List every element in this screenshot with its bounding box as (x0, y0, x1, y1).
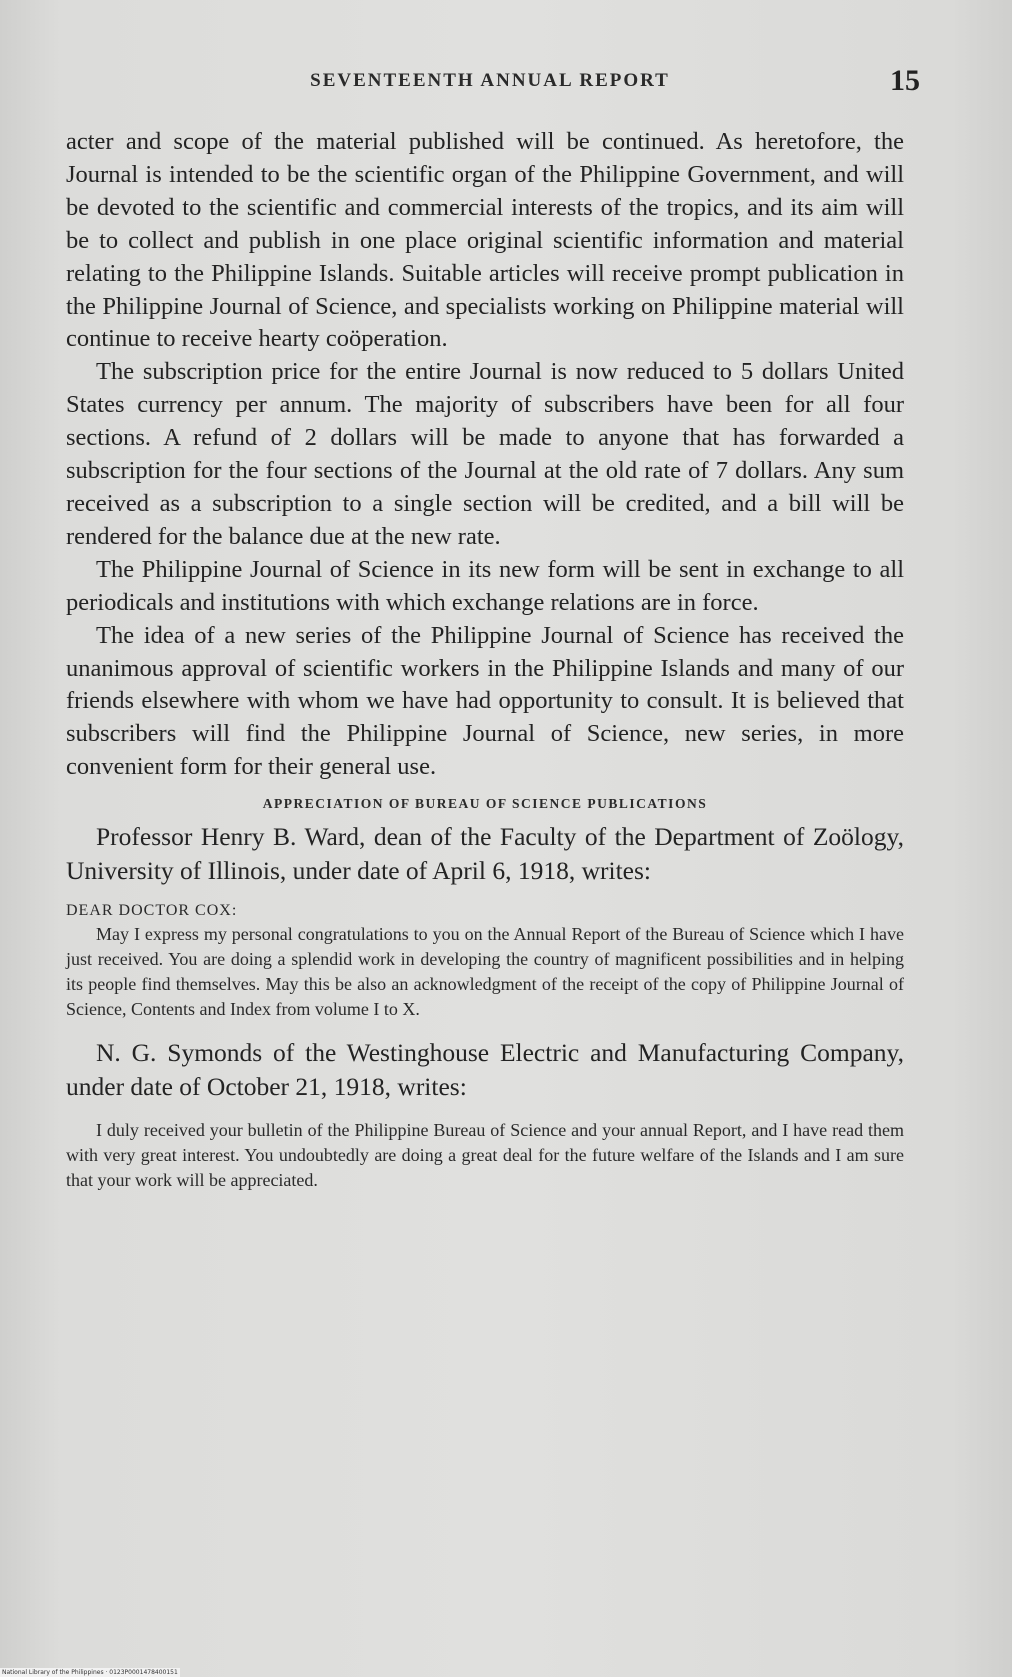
ward-intro: Professor Henry B. Ward, dean of the Faculty of the Department of Zoölogy, University of Illinois, under date of April 6, 1918, writes: (66, 822, 904, 886)
paragraph-new-series: The idea of a new series of the Philippine Journal of Science has received the unanimous approval of scientific workers in the Philippine Islands and many of our friends elsewhere with whom we have had opportunity to consult. It is believed that subscribers will find the Philippine Journal of Science, new series, in more convenient form for their general use. (66, 621, 904, 781)
symonds-letter: I duly received your bulletin of the Philippine Bureau of Science and your annual Report, and I have read them with very great interest. You undoubtedly are doing a great deal for the future welfare of the Islands and I am sure that your work will be appreciated. (66, 1120, 904, 1191)
spacer (66, 1022, 904, 1036)
paragraph-exchange: The Philippine Journal of Science in its new form will be sent in exchange to all periodicals and institutions with which exchange relations are in force. (66, 555, 904, 616)
paragraph-continued: acter and scope of the material published will be continued. As heretofore, the Journal is intended to be the scientific organ of the Philippine Government, and will be devoted to the scientific and commercial interests of the tropics, and its aim will be to collect and publish in one place original scientific information and material relating to the Philippine Islands. Suitable articles will receive prompt publication in the Philippine Journal of Science, and specialists working on Philippine material will continue to receive hearty coöperation. (66, 128, 904, 353)
page-number: 15 (890, 64, 920, 97)
letter-salutation: DEAR DOCTOR COX: (66, 902, 238, 920)
section-heading: APPRECIATION OF BUREAU OF SCIENCE PUBLICATIONS (262, 796, 708, 812)
page-header (60, 64, 920, 104)
body-text (66, 126, 904, 1193)
spacer (66, 1104, 904, 1118)
symonds-intro: N. G. Symonds of the Westinghouse Electric and Manufacturing Company, under date of October 21, 1918, writes: (66, 1038, 904, 1102)
ward-letter: May I express my personal congratulations to you on the Annual Report of the Bureau of Science which I have just received. You are doing a splendid work in developing the country of magnificent possibilities and in helping its people find themselves. May this be also an acknowledgment of the receipt of the copy of Philippine Journal of Science, Contents and Index from volume I to X. (66, 924, 904, 1020)
running-title: SEVENTEENTH ANNUAL REPORT (310, 70, 670, 91)
library-stamp: National Library of the Philippines · 0123P0001478400151 (2, 1669, 178, 1676)
paragraph-subscription-price: The subscription price for the entire Journal is now reduced to 5 dollars United States currency per annum. The majority of subscribers have been for all four sections. A refund of 2 dollars will be made to anyone that has forwarded a subscription for the four sections of the Journal at the old rate of 7 dollars. Any sum received as a subscription to a single section will be credited, and a bill will be rendered for the balance due at the new rate. (66, 358, 904, 550)
